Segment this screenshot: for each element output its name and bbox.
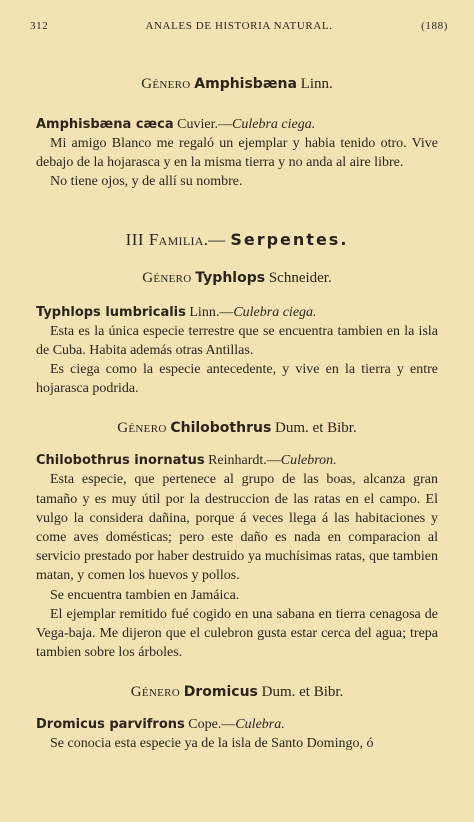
running-head xyxy=(30,20,448,38)
species-name: Chilobothrus inornatus xyxy=(36,453,205,469)
species-common-name: Culebra. xyxy=(235,717,285,733)
genus-author: Schneider. xyxy=(268,269,332,286)
family-name: Serpentes. xyxy=(230,229,349,249)
paragraph: Mi amigo Blanco me regaló un ejemplar y habia tenido otro. Vive debajo de la hojarasca y en la misma tierra y no anda al aire libre. xyxy=(36,136,438,171)
genus-name: Amphisbæna xyxy=(194,76,297,92)
genus-author: Dum. et Bibr. xyxy=(275,420,357,437)
species-name: Typhlops lumbricalis xyxy=(36,304,186,320)
paragraph: Esta es la única especie terrestre que se encuentra tambien en la isla de Cuba. Habita además otras Antillas. xyxy=(36,323,438,358)
paragraph: Es ciega como la especie antecedente, y vive en la tierra y entre hojarasca podrida. xyxy=(36,362,438,397)
genus-name: Chilobothrus xyxy=(170,420,272,437)
species-name: Dromicus parvifrons xyxy=(36,717,185,733)
running-title: ANALES DE HISTORIA NATURAL. xyxy=(145,20,333,32)
genus-label: Género xyxy=(117,420,167,437)
paragraph: Se encuentra tambien en Jamáica. xyxy=(50,587,240,603)
section-number: (188) xyxy=(421,20,448,32)
paragraph: Esta especie, que pertenece al grupo de las boas, alcanza gran tamaño y es muy útil por la destruccion de las ratas en el campo. El vulgo la considera dañina, porque á veces llega á las habitaciones y come aves domésticas; pero este daño es nada en comparacion al servicio prestado por haber destruido ya muchísimas ratas, que tambien matan, y comen los huevos y pollos. xyxy=(36,472,438,584)
genus-heading xyxy=(36,420,438,437)
family-heading xyxy=(36,230,438,250)
genus-heading xyxy=(36,270,438,287)
paragraph: No tiene ojos, y de allí su nombre. xyxy=(50,174,243,190)
genus-heading xyxy=(36,684,438,701)
page-number: 312 xyxy=(30,20,49,32)
species-author: Cuvier.— xyxy=(177,117,232,132)
paragraph: Se conocia esta especie ya de la isla de Santo Domingo, ó xyxy=(50,736,374,752)
family-number: III xyxy=(125,229,145,249)
species-heading xyxy=(36,715,438,734)
genus-name: Dromicus xyxy=(183,684,258,701)
species-heading xyxy=(36,115,438,134)
genus-author: Dum. et Bibr. xyxy=(261,684,344,701)
genus-name: Typhlops xyxy=(195,269,266,286)
species-author: Cope.— xyxy=(188,717,236,733)
genus-label: Género xyxy=(130,684,180,701)
species-author: Reinhardt.— xyxy=(208,453,281,469)
genus-author: Linn. xyxy=(300,76,333,92)
species-common-name: Culebron. xyxy=(280,453,337,469)
family-label: Familia.— xyxy=(148,229,226,249)
page-body xyxy=(36,60,438,754)
species-heading xyxy=(36,303,438,322)
genus-label: Género xyxy=(141,76,191,92)
species-common-name: Culebra ciega. xyxy=(232,117,316,132)
genus-label: Género xyxy=(142,269,192,286)
species-common-name: Culebra ciega. xyxy=(233,304,317,320)
paragraph: El ejemplar remitido fué cogido en una sabana en tierra cenagosa de Vega-baja. Me dijeron que el culebron gusta estar cerca del agua; trepa tambien sobre los árboles. xyxy=(36,606,438,661)
species-author: Linn.— xyxy=(189,304,234,320)
species-heading xyxy=(36,451,438,470)
species-name: Amphisbæna cæca xyxy=(36,117,174,132)
genus-heading xyxy=(36,76,438,93)
